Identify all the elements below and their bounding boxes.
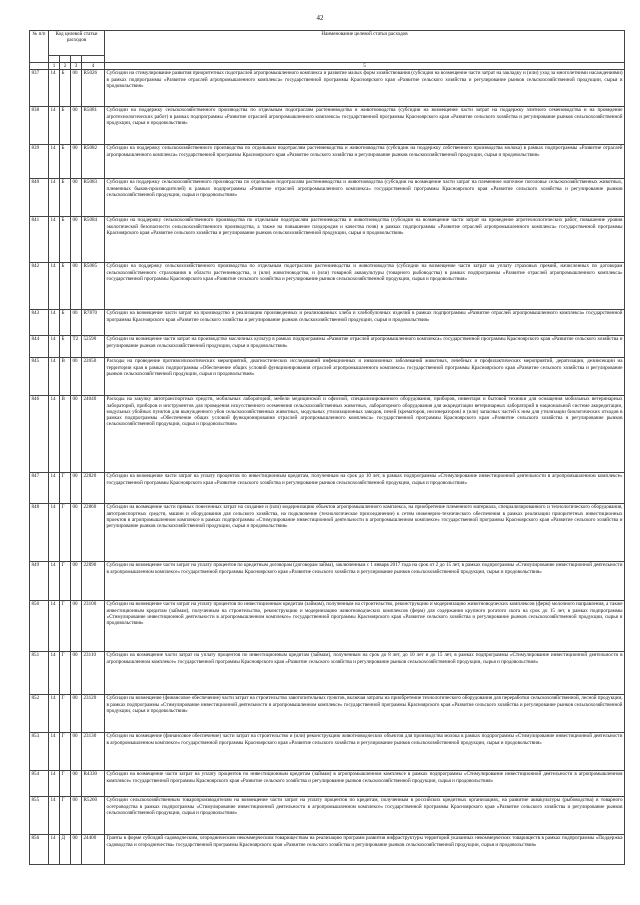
code-part-4: R5085	[82, 263, 105, 310]
code-part-2: Г	[60, 797, 71, 835]
row-number: 842	[30, 263, 49, 310]
code-part-1: 14	[49, 473, 60, 504]
article-name: Субсидии на поддержку сельскохозяйственного производства по отдельным подотраслям растениеводства и животноводства (субсидии на возмещение части затрат на поддержку элитного семеноводства и на проведение агротехнологических работ) в рамках подпрограммы «Развитие отраслей агропромышленного комплекса» государственной программы Красноярского края «Развитие сельского хозяйства и регулирование рынков сельскохозяйственной продукции, сырья и продовольствия»	[105, 107, 625, 145]
code-part-4: R5260	[82, 797, 105, 835]
code-part-3: 00	[71, 145, 82, 179]
article-name: Субсидии на возмещение части затрат на уплату процентов по кредитным договорам (договорам займа), заключенным с 1 января 2017 года на срок от 2 до 15 лет, в рамках подпрограммы «Стимулирование инвестиционной деятельности в агропромышленном комплексе» государственной программы Красноярского края «Развитие сельского хозяйства и регулирование рынков сельскохозяйственной продукции, сырья и продовольствия»	[105, 562, 625, 601]
code-part-3: 00	[71, 733, 82, 771]
code-part-3: 00	[71, 358, 82, 396]
code-part-3: 00	[71, 652, 82, 695]
code-part-3: 00	[71, 562, 82, 601]
row-number: 851	[30, 652, 49, 695]
row-number: 838	[30, 107, 49, 145]
table-row	[30, 562, 625, 601]
code-part-3: Т2	[71, 336, 82, 358]
code-part-2: Б	[60, 263, 71, 310]
code-part-3: 00	[71, 310, 82, 336]
row-number: 852	[30, 695, 49, 733]
row-number: 854	[30, 771, 49, 797]
code-part-1: 14	[49, 652, 60, 695]
code-part-3: 00	[71, 396, 82, 473]
code-part-3: 00	[71, 695, 82, 733]
row-number: 837	[30, 70, 49, 107]
row-number: 855	[30, 797, 49, 835]
table-row	[30, 695, 625, 733]
row-number: 839	[30, 145, 49, 179]
row-number: 853	[30, 733, 49, 771]
code-part-1: 14	[49, 336, 60, 358]
code-part-1: 14	[49, 217, 60, 263]
code-part-3: 00	[71, 771, 82, 797]
code-part-3: 00	[71, 504, 82, 562]
code-part-2: Г	[60, 504, 71, 562]
table-row	[30, 358, 625, 396]
table-body	[30, 70, 625, 865]
table-row	[30, 797, 625, 835]
code-part-2: Б	[60, 70, 71, 107]
code-part-4: 22890	[82, 562, 105, 601]
code-part-4: R7870	[82, 310, 105, 336]
table-row	[30, 179, 625, 217]
code-part-4: 52590	[82, 336, 105, 358]
code-part-2: Б	[60, 336, 71, 358]
code-part-4: R5083	[82, 179, 105, 217]
row-number: 848	[30, 504, 49, 562]
code-part-2: Г	[60, 771, 71, 797]
code-part-1: 14	[49, 358, 60, 396]
row-number: 845	[30, 358, 49, 396]
code-part-4: 23120	[82, 695, 105, 733]
code-part-3: 00	[71, 797, 82, 835]
code-part-1: 14	[49, 107, 60, 145]
code-part-2: Б	[60, 107, 71, 145]
article-name: Расходы на закупку автотранспортных средств, мобильных лабораторий, мебели медицинской и офисной, специализированного оборудования, приборов, инвентаря и бытовой техники для оснащения мобильных ветеринарных лабораторий, приборов и инструментов для проведения искусственного осеменения сельскохозяйственных животных, лабораторного оборудования для аккредитации ветеринарных лабораторий в национальной системе аккредитации, модульных убойных пунктов для вынужденного убоя сельскохозяйственных животных, модульных утилизационных заводов, печей (крематоров, инсинераторов) и (или) запасных частей к ним для утилизации биологических отходов в рамках подпрограммы «Обеспечение общих условий функционирования отраслей агропромышленного комплекса» государственной программы Красноярского края «Развитие сельского хозяйства и регулирование рынков сельскохозяйственной продукции, сырья и продовольствия»	[105, 396, 625, 473]
article-name: Субсидии на поддержку сельскохозяйственного производства по отдельным подотраслям растениеводства и животноводства (субсидии на поддержку собственного производства молока) в рамках подпрограммы «Развитие отраслей агропромышленного комплекса» государственной программы Красноярского края «Развитие сельского хозяйства и регулирование рынков сельскохозяйственной продукции, сырья и продовольствия»	[105, 145, 625, 179]
table-row	[30, 310, 625, 336]
code-part-1: 14	[49, 562, 60, 601]
code-part-4: 23130	[82, 733, 105, 771]
article-name: Расходы на проведение противоэпизоотических мероприятий, диагностических исследований инфекционных и инвазионных заболеваний животных, лечебных и профилактических мероприятий, дератизации, дезинсекции на территории края в рамках подпрограммы «Обеспечение общих условий функционирования отраслей агропромышленного комплекса» государственной программы Красноярского края «Развитие сельского хозяйства и регулирование рынков сельскохозяйственной продукции, сырья и продовольствия»	[105, 358, 625, 396]
header-code-2	[60, 56, 71, 63]
column-number: 4	[82, 63, 105, 70]
table-row	[30, 336, 625, 358]
code-part-1: 14	[49, 179, 60, 217]
row-number: 847	[30, 473, 49, 504]
code-part-2: Б	[60, 310, 71, 336]
table-row	[30, 396, 625, 473]
table-row	[30, 263, 625, 310]
table-row	[30, 70, 625, 107]
code-part-4: 23100	[82, 601, 105, 652]
code-part-1: 14	[49, 504, 60, 562]
code-part-2: Д	[60, 835, 71, 865]
article-name: Субсидии на возмещение части затрат на уплату процентов по инвестиционным кредитам, полученным на срок до 10 лет, в рамках подпрограммы «Стимулирование инвестиционной деятельности в агропромышленном комплексе» государственной программы Красноярского края «Развитие сельского хозяйства и регулирование рынков сельскохозяйственной продукции, сырья и продовольствия»	[105, 473, 625, 504]
code-part-4: 22050	[82, 358, 105, 396]
row-number: 849	[30, 562, 49, 601]
code-part-4: 22820	[82, 473, 105, 504]
article-name: Субсидии на возмещение (финансовое обеспечение) части затрат на строительство завотопительных пунктов, включая затраты на приобретение технологического оборудования для переработки сельскохозяйственной, лесной продукции, в рамках подпрограммы «Стимулирование инвестиционной деятельности в агропромышленном комплексе» государственной программы Красноярского края «Развитие сельского хозяйства и регулирование рынков сельскохозяйственной продукции, сырья и продовольствия»	[105, 695, 625, 733]
code-part-3: 00	[71, 263, 82, 310]
code-part-2: Г	[60, 733, 71, 771]
code-part-3: 00	[71, 601, 82, 652]
column-number: 3	[71, 63, 82, 70]
column-number: 2	[60, 63, 71, 70]
row-number: 843	[30, 310, 49, 336]
code-part-1: 14	[49, 70, 60, 107]
article-name: Гранты в форме субсидий садоводческим, огородническим некоммерческим товариществам на реализацию программ развития инфраструктуры территорий указанных некоммерческих товариществ в рамках подпрограммы «Поддержка садоводства и огородничества» государственной программы Красноярского края «Развитие сельского хозяйства и регулирование рынков сельскохозяйственной продукции, сырья и продовольствия»	[105, 835, 625, 865]
row-number: 850	[30, 601, 49, 652]
code-part-4: 24400	[82, 835, 105, 865]
code-part-1: 14	[49, 733, 60, 771]
article-name: Субсидии на возмещение (финансовое обеспечение) части затрат на строительство и (или) реконструкцию животноводческих объектов для производства молока в рамках подпрограммы «Стимулирование инвестиционной деятельности в агропромышленном комплексе» государственной программы Красноярского края «Развитие сельского хозяйства и регулирование рынков сельскохозяйственной продукции, сырья и продовольствия»	[105, 733, 625, 771]
article-name: Субсидии на возмещение части прямых понесенных затрат на создание и (или) модернизацию объектов агропромышленного комплекса, на приобретение племенного материала, специализированного и технологического оборудования, автотранспортных средств, машин и оборудования для сельского хозяйства, на подключение (технологическое присоединение) к сетям инженерно-технического обеспечения в рамках реализации приоритетных инвестиционных проектов в агропромышленном комплексе в рамках подпрограммы «Стимулирование инвестиционной деятельности в агропромышленном комплексе» государственной программы Красноярского края «Развитие сельского хозяйства и регулирование рынков сельскохозяйственной продукции, сырья и продовольствия»	[105, 504, 625, 562]
row-number: 846	[30, 396, 49, 473]
code-part-3: 00	[71, 473, 82, 504]
code-part-2: Б	[60, 179, 71, 217]
code-part-3: 00	[71, 107, 82, 145]
code-part-4: 24040	[82, 396, 105, 473]
article-name: Субсидии на возмещение части затрат на уплату процентов по инвестиционным кредитам (займам), полученным на строительство, реконструкцию и модернизацию животноводческих комплексов (ферм) молочного направления, а также инвестиционным кредитам (займам), полученным на строительство, реконструкцию и модернизацию животноводческих комплексов (ферм) для содержания крупного рогатого скота на срок до 15 лет, в рамках подпрограммы «Стимулирование инвестиционной деятельности в агропромышленном комплексе» государственной программы Красноярского края «Развитие сельского хозяйства и регулирование рынков сельскохозяйственной продукции, сырья и продовольствия»	[105, 601, 625, 652]
page-number: 42	[316, 14, 324, 22]
code-part-1: 14	[49, 145, 60, 179]
code-part-1: 14	[49, 797, 60, 835]
code-part-2: В	[60, 396, 71, 473]
target-articles-table	[29, 30, 625, 865]
column-number	[30, 63, 49, 70]
table-row	[30, 504, 625, 562]
article-name: Субсидии на возмещение части затрат на уплату процентов по инвестиционным кредитам (займам) в агропромышленном комплексе в рамках подпрограммы «Стимулирование инвестиционной деятельности в агропромышленном комплексе» государственной программы Красноярского края «Развитие сельского хозяйства и регулирование рынков сельскохозяйственной продукции, сырья и продовольствия»	[105, 771, 625, 797]
header-name: Наименование целевой статьи расходов	[105, 31, 625, 63]
code-part-3: 00	[71, 835, 82, 865]
column-number: 5	[105, 63, 625, 70]
article-name: Субсидии на возмещение части затрат на производство масличных культур в рамках подпрограммы «Развитие отраслей агропромышленного комплекса» государственной программы Красноярского края «Развитие сельского хозяйства и регулирование рынков сельскохозяйственной продукции, сырья и продовольствия»	[105, 336, 625, 358]
code-part-2: Г	[60, 473, 71, 504]
code-part-3: 00	[71, 179, 82, 217]
code-part-1: 14	[49, 695, 60, 733]
article-name: Субсидии сельскохозяйственным товаропроизводителям на возмещение части затрат на уплату процентов по кредитам, полученным в российских кредитных организациях, на развитие аквакультуры (рыбоводства) и товарного осетроводства в рамках подпрограммы «Стимулирование инвестиционной деятельности в агропромышленном комплексе» государственной программы Красноярского края «Развитие сельского хозяйства и регулирование рынков сельскохозяйственной продукции, сырья и продовольствия»	[105, 797, 625, 835]
row-number: 844	[30, 336, 49, 358]
article-name: Субсидии на стимулирование развития приоритетных подотраслей агропромышленного комплекса и развитие малых форм хозяйствования (субсидии на возмещение части затрат на закладку и (или) уход за многолетними насаждениями) в рамках подпрограммы «Развитие отраслей агропромышленного комплекса» государственной программы Красноярского края «Развитие сельского хозяйства и регулирование рынков сельскохозяйственной продукции, сырья и продовольствия»	[105, 70, 625, 107]
row-number: 841	[30, 217, 49, 263]
header-code-3	[71, 56, 82, 63]
table-row	[30, 835, 625, 865]
code-part-1: 14	[49, 601, 60, 652]
table-row	[30, 601, 625, 652]
article-name: Субсидии на возмещение части затрат на уплату процентов по инвестиционным кредитам (займам), полученным на срок до 8 лет, до 10 лет и до 15 лет, в рамках подпрограммы «Стимулирование инвестиционной деятельности в агропромышленном комплексе» государственной программы Красноярского края «Развитие сельского хозяйства и регулирование рынков сельскохозяйственной продукции, сырья и продовольствия»	[105, 652, 625, 695]
code-part-2: Г	[60, 562, 71, 601]
code-part-1: 14	[49, 263, 60, 310]
table-row	[30, 733, 625, 771]
article-name: Субсидии на поддержку сельскохозяйственного производства по отдельным подотраслям растениеводства и животноводства (субсидии на возмещение части затрат на уплату страховых премий, начисленных по договорам сельскохозяйственного страхования в области растениеводства, и (или) животноводства, и (или) товарной аквакультуры (товарного рыбоводства) в рамках подпрограммы «Развитие отраслей агропромышленного комплекса» государственной программы Красноярского края «Развитие сельского хозяйства и регулирование рынков сельскохозяйственной продукции, сырья и продовольствия»	[105, 263, 625, 310]
column-number-row	[30, 63, 625, 70]
header-code-4	[82, 56, 105, 63]
header-code-group: Код целевой статьи расходов	[49, 31, 105, 56]
code-part-2: Г	[60, 601, 71, 652]
code-part-4: R5081	[82, 107, 105, 145]
code-part-4: R5026	[82, 70, 105, 107]
header-row	[30, 31, 625, 56]
header-code-1	[49, 56, 60, 63]
code-part-4: 23110	[82, 652, 105, 695]
code-part-2: В	[60, 358, 71, 396]
code-part-1: 14	[49, 835, 60, 865]
article-name: Субсидии на поддержку сельскохозяйственного производства по отдельным подотраслям растениеводства и животноводства (субсидии на возмещение части затрат на проведение агротехнологических работ, повышение уровня экологической безопасности сельскохозяйственного производства, а также на повышение плодородия и качества почв) в рамках подпрограммы «Развитие отраслей агропромышленного комплекса» государственной программы Красноярского края «Развитие сельского хозяйства и регулирование рынков сельскохозяйственной продукции, сырья и продовольствия»	[105, 217, 625, 263]
code-part-4: R4330	[82, 771, 105, 797]
code-part-1: 14	[49, 396, 60, 473]
code-part-1: 14	[49, 771, 60, 797]
article-name: Субсидии на возмещение части затрат на производство и реализацию произведенных и реализованных хлеба и хлебобулочных изделий в рамках подпрограммы «Развитие отраслей агропромышленного комплекса» государственной программы Красноярского края «Развитие сельского хозяйства и регулирование рынков сельскохозяйственной продукции, сырья и продовольствия»	[105, 310, 625, 336]
code-part-2: Г	[60, 652, 71, 695]
code-part-3: 00	[71, 217, 82, 263]
header-num: № п/п	[30, 31, 49, 63]
code-part-2: Б	[60, 145, 71, 179]
article-name: Субсидии на поддержку сельскохозяйственного производства по отдельным подотраслям растениеводства и животноводства (субсидии на возмещение части затрат на племенное маточное поголовье сельскохозяйственных животных, племенных быков-производителей) в рамках подпрограммы «Развитие отраслей агропромышленного комплекса» государственной программы Красноярского края «Развитие сельского хозяйства и регулирование рынков сельскохозяйственной продукции, сырья и продовольствия»	[105, 179, 625, 217]
table-row	[30, 217, 625, 263]
table-row	[30, 473, 625, 504]
table-row	[30, 771, 625, 797]
code-part-3: 00	[71, 70, 82, 107]
table-row	[30, 145, 625, 179]
code-part-1: 14	[49, 310, 60, 336]
row-number: 856	[30, 835, 49, 865]
table-row	[30, 652, 625, 695]
code-part-4: 22860	[82, 504, 105, 562]
code-part-2: Б	[60, 217, 71, 263]
row-number: 840	[30, 179, 49, 217]
column-number: 1	[49, 63, 60, 70]
code-part-2: Г	[60, 695, 71, 733]
table-row	[30, 107, 625, 145]
code-part-4: R5082	[82, 145, 105, 179]
code-part-4: R5084	[82, 217, 105, 263]
